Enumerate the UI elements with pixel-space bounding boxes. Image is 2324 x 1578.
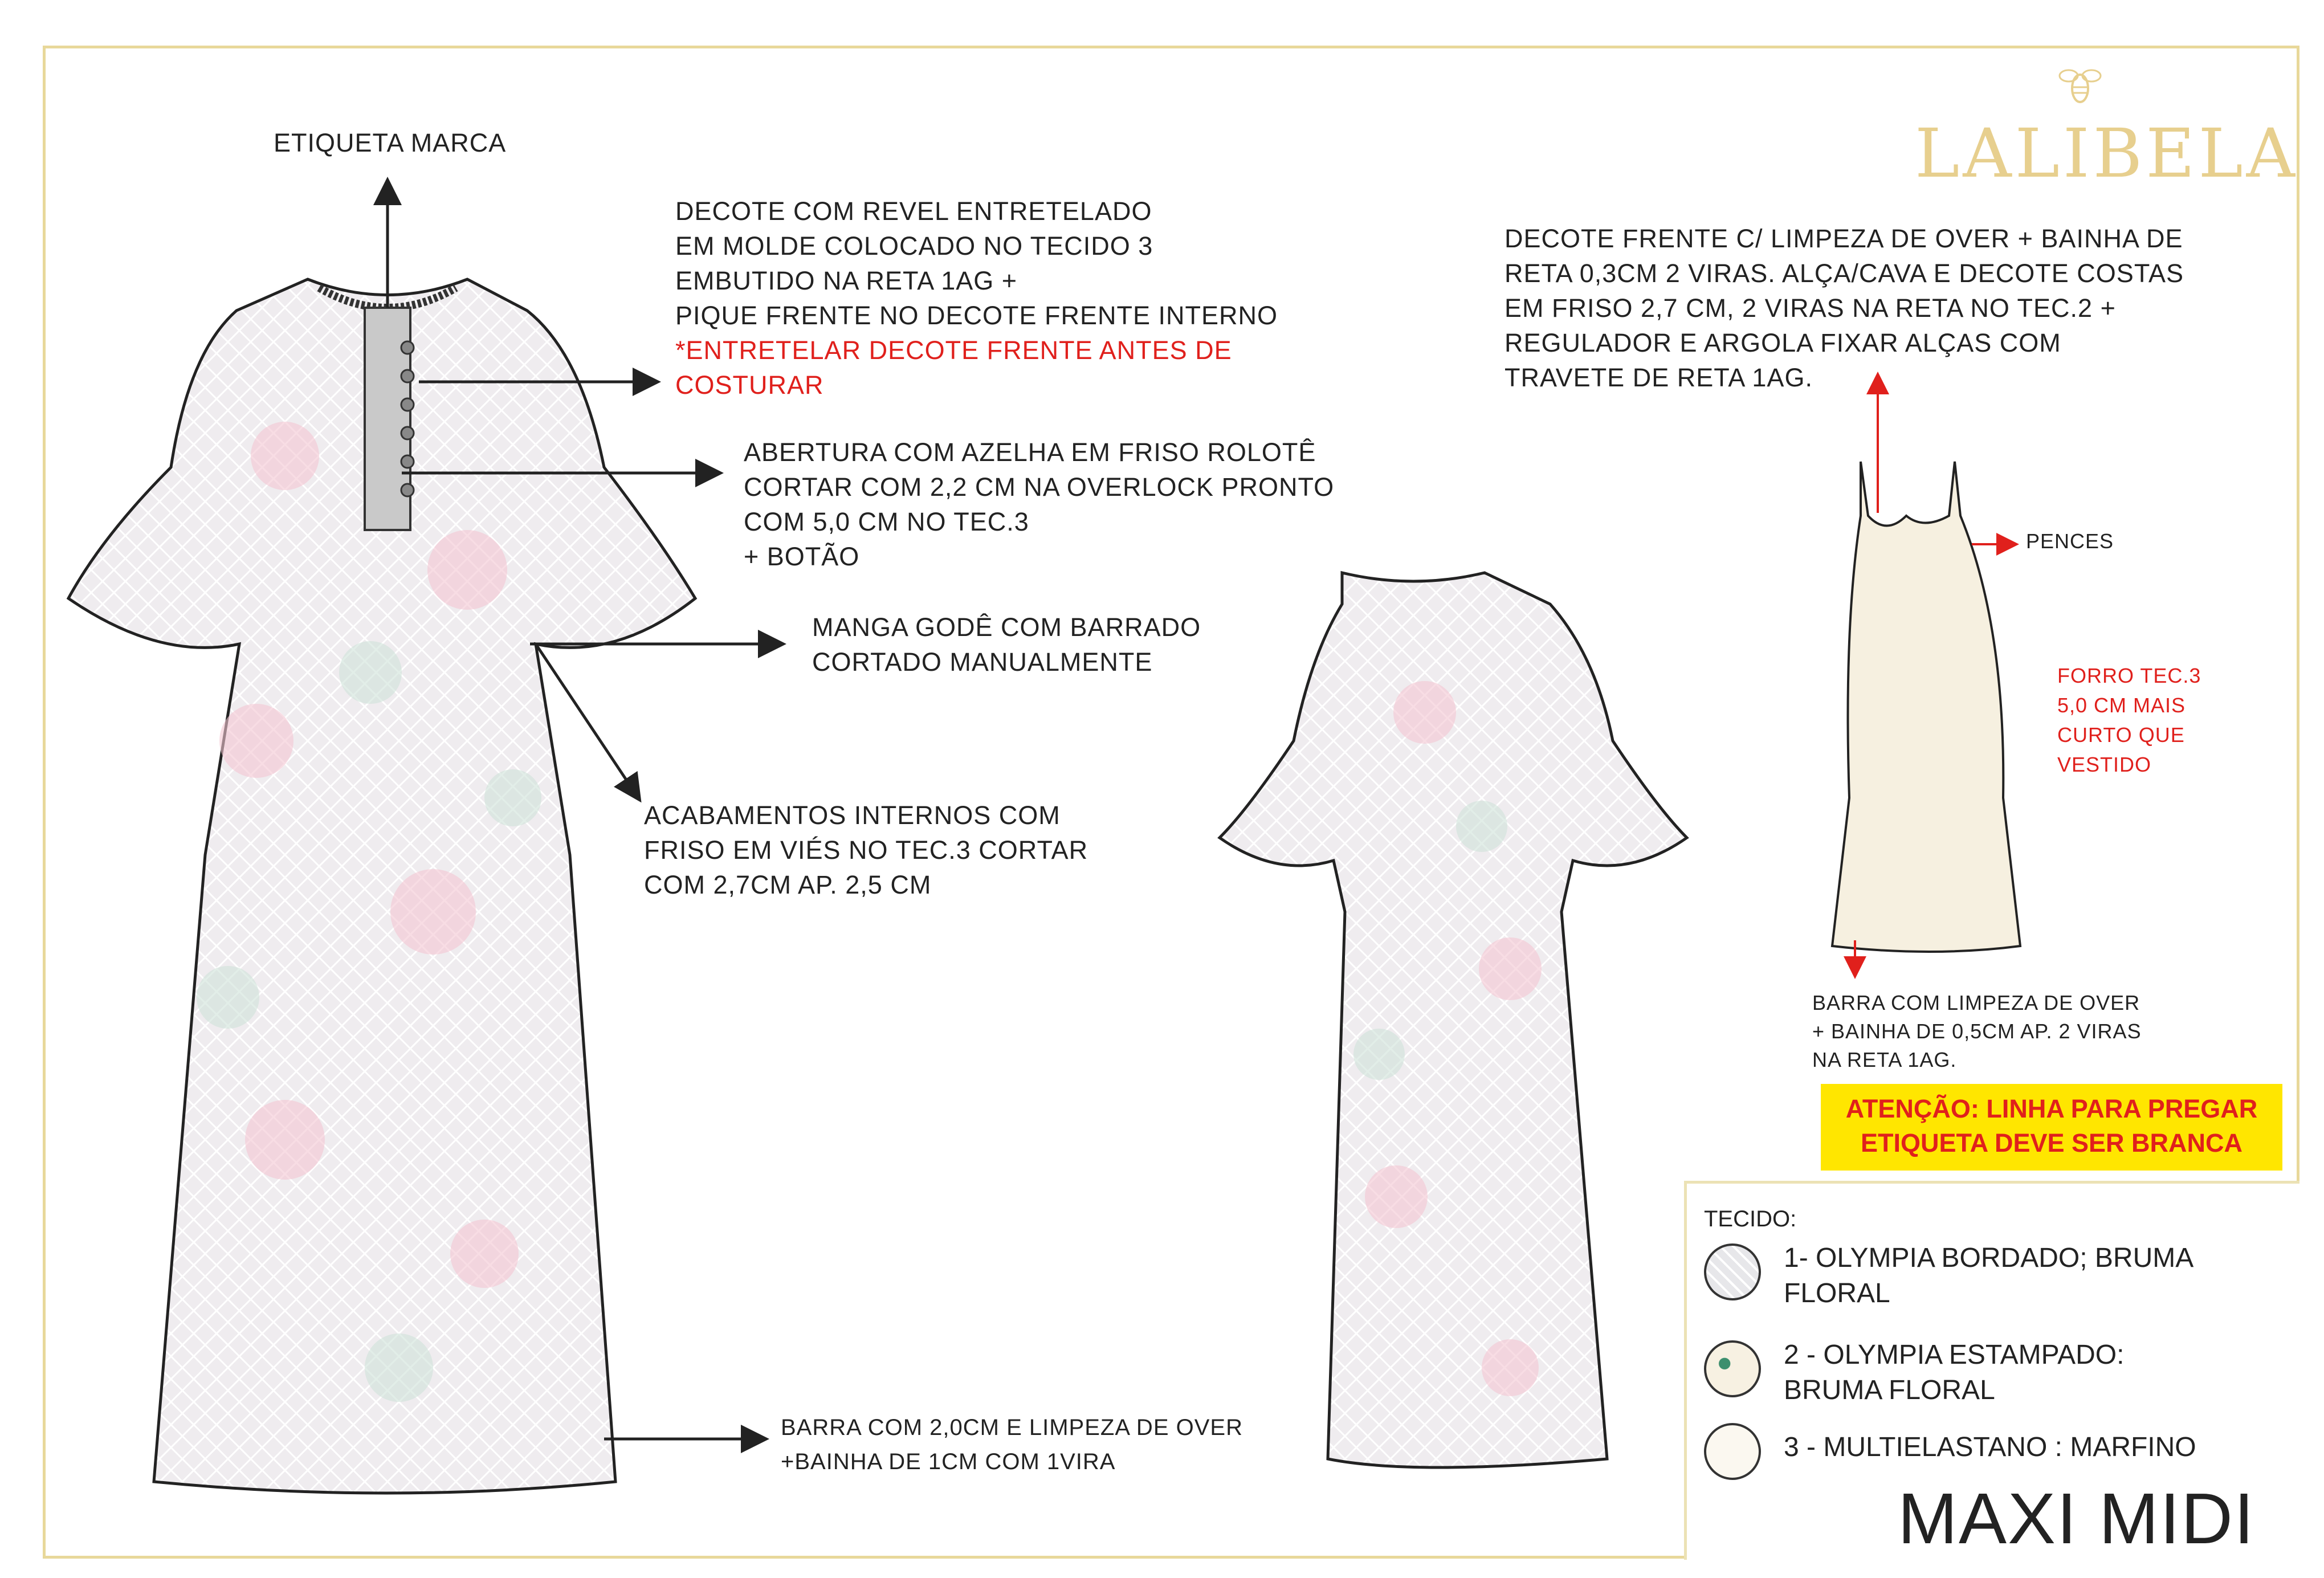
legend-item-3: 3 - MULTIELASTANO : MARFINO: [1784, 1432, 2196, 1462]
label-manga: MANGA GODÊ COM BARRADO CORTADO MANUALMENTE: [812, 613, 1201, 676]
label-decote-warning: *ENTRETELAR DECOTE FRENTE ANTES DE COSTURAR: [675, 336, 1232, 399]
label-decote: DECOTE COM REVEL ENTRETELADO EM MOLDE COLOCADO NO TECIDO 3 EMBUTIDO NA RETA 1AG + PIQUE FRENTE NO DECOTE FRENTE INTERNO: [675, 197, 1278, 330]
swatch-ivory: [1704, 1423, 1761, 1480]
label-abertura: ABERTURA COM AZELHA EM FRISO ROLOTÊ CORTAR COM 2,2 CM NA OVERLOCK PRONTO COM 5,0 CM NO TEC.3 + BOTÃO: [744, 438, 1335, 571]
label-acabamentos: ACABAMENTOS INTERNOS COM FRISO EM VIÉS NO TEC.3 CORTAR COM 2,7CM AP. 2,5 CM: [644, 801, 1088, 899]
legend-title: TECIDO:: [1704, 1206, 1797, 1232]
slip-lining: [1832, 462, 2020, 952]
label-pences: PENCES: [2026, 529, 2114, 553]
alert-banner: [1821, 1084, 2282, 1171]
swatch-lace: [1704, 1243, 1761, 1300]
fabric-legend: [1684, 1181, 2299, 1560]
label-forro: FORRO TEC.3 5,0 CM MAIS CURTO QUE VESTIDO: [2057, 664, 2201, 776]
legend-item-1: 1- OLYMPIA BORDADO; BRUMA FLORAL: [1784, 1243, 2194, 1308]
label-barra: BARRA COM 2,0CM E LIMPEZA DE OVER +BAINHA DE 1CM COM 1VIRA: [781, 1415, 1243, 1474]
swatch-print: [1704, 1340, 1761, 1397]
label-etiqueta-marca: ETIQUETA MARCA: [274, 128, 507, 157]
alert-text: ATENÇÃO: LINHA PARA PREGAR ETIQUETA DEVE SER BRANCA: [1845, 1094, 2258, 1157]
bee-icon: [2057, 60, 2103, 111]
label-decote-forro: DECOTE FRENTE C/ LIMPEZA DE OVER + BAINHA DE RETA 0,3CM 2 VIRAS. ALÇA/CAVA E DECOTE COSTAS EM FRISO 2,7 CM, 2 VIRAS NA RETA NO TEC.2 + REGULADOR E ARGOLA FIXAR ALÇAS COM TRAVETE DE RETA 1AG.: [1505, 224, 2184, 392]
legend-item-2: 2 - OLYMPIA ESTAMPADO: BRUMA FLORAL: [1784, 1340, 2125, 1405]
label-barra-forro: BARRA COM LIMPEZA DE OVER + BAINHA DE 0,5CM AP. 2 VIRAS NA RETA 1AG.: [1812, 991, 2142, 1071]
brand-logo: LALIBELA: [1915, 114, 2298, 193]
dress-back-small: [1220, 573, 1687, 1467]
model-name: MAXI MIDI: [1898, 1478, 2256, 1559]
dress-front-large: [68, 279, 695, 1493]
